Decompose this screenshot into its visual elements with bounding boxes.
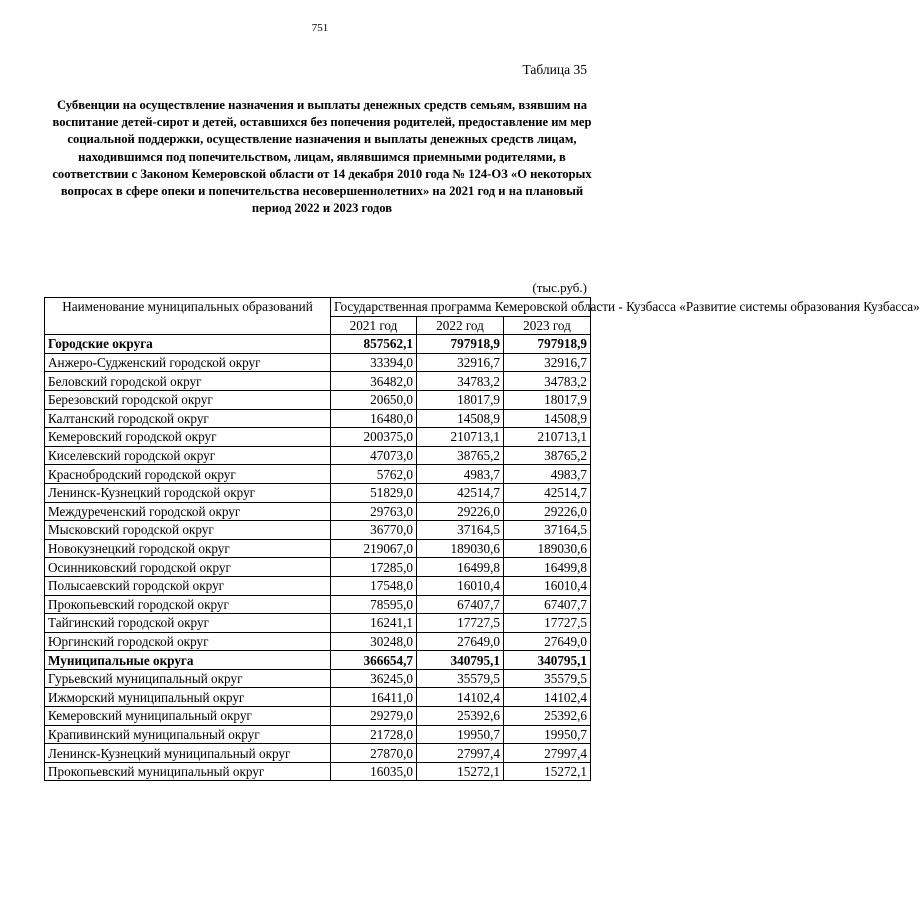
municipality-name: Тайгинский городской округ xyxy=(45,614,331,633)
table-row xyxy=(45,428,591,447)
value-2021: 51829,0 xyxy=(331,483,417,502)
value-2023: 16010,4 xyxy=(504,576,591,595)
table-row xyxy=(45,707,591,726)
table-row xyxy=(45,669,591,688)
value-2021: 27870,0 xyxy=(331,744,417,763)
municipality-name: Прокопьевский городской округ xyxy=(45,595,331,614)
value-2023: 67407,7 xyxy=(504,595,591,614)
value-2022: 27649,0 xyxy=(417,632,504,651)
municipality-name: Осинниковский городской округ xyxy=(45,558,331,577)
value-2021: 29763,0 xyxy=(331,502,417,521)
value-2022: 17727,5 xyxy=(417,614,504,633)
value-2023: 27649,0 xyxy=(504,632,591,651)
value-2023: 25392,6 xyxy=(504,707,591,726)
value-2021: 17285,0 xyxy=(331,558,417,577)
value-2023: 15272,1 xyxy=(504,762,591,781)
municipality-name: Ленинск-Кузнецкий муниципальный округ xyxy=(45,744,331,763)
municipality-name: Полысаевский городской округ xyxy=(45,576,331,595)
table-row xyxy=(45,372,591,391)
municipality-name: Юргинский городской округ xyxy=(45,632,331,651)
column-header-2023: 2023 год xyxy=(504,316,591,335)
column-header-2022: 2022 год xyxy=(417,316,504,335)
table-row xyxy=(45,558,591,577)
value-2023: 16499,8 xyxy=(504,558,591,577)
table-row xyxy=(45,614,591,633)
table-row xyxy=(45,353,591,372)
value-2021: 20650,0 xyxy=(331,390,417,409)
column-header-name: Наименование муниципальных образований xyxy=(45,298,331,335)
municipality-name: Кемеровский городской округ xyxy=(45,428,331,447)
value-2021: 16035,0 xyxy=(331,762,417,781)
table-body xyxy=(45,335,591,781)
municipality-name: Прокопьевский муниципальный округ xyxy=(45,762,331,781)
value-2021: 16411,0 xyxy=(331,688,417,707)
table-row xyxy=(45,576,591,595)
page-number: 751 xyxy=(311,22,329,34)
value-2021: 16241,1 xyxy=(331,614,417,633)
table-row xyxy=(45,595,591,614)
municipality-name: Междуреченский городской округ xyxy=(45,502,331,521)
municipality-name: Киселевский городской округ xyxy=(45,446,331,465)
table-label: Таблица 35 xyxy=(522,62,587,77)
value-2023: 38765,2 xyxy=(504,446,591,465)
table-row xyxy=(45,744,591,763)
value-2023: 14508,9 xyxy=(504,409,591,428)
value-2023: 18017,9 xyxy=(504,390,591,409)
value-2021: 5762,0 xyxy=(331,465,417,484)
municipality-name: Березовский городской округ xyxy=(45,390,331,409)
document-title: Субвенции на осуществление назначения и выплаты денежных средств семьям, взявшим на воспитание детей-сирот и детей, оставшихся без попечения родителей, предоставление им мер социальной поддержки, осуществление назначения и выплаты денежных средств лицам, находившимся под попечительством, лицам, являвшимся приемными родителями, в соответствии с Законом Кемеровской области от 14 декабря 2010 года № 124-ОЗ «О некоторых вопросах в сфере опеки и попечительства несовершеннолетних» на 2021 год и на плановый период 2022 и 2023 годов xyxy=(52,98,592,216)
value-2022: 34783,2 xyxy=(417,372,504,391)
municipality-name: Анжеро-Судженский городской округ xyxy=(45,353,331,372)
value-2022: 210713,1 xyxy=(417,428,504,447)
value-2023: 34783,2 xyxy=(504,372,591,391)
table-group-row xyxy=(45,335,591,354)
value-2022: 35579,5 xyxy=(417,669,504,688)
value-2022: 67407,7 xyxy=(417,595,504,614)
value-2022: 340795,1 xyxy=(417,651,504,670)
value-2021: 17548,0 xyxy=(331,576,417,595)
value-2021: 16480,0 xyxy=(331,409,417,428)
value-2021: 200375,0 xyxy=(331,428,417,447)
municipality-name: Ленинск-Кузнецкий городской округ xyxy=(45,483,331,502)
column-header-2021: 2021 год xyxy=(331,316,417,335)
value-2023: 19950,7 xyxy=(504,725,591,744)
value-2023: 17727,5 xyxy=(504,614,591,633)
value-2022: 32916,7 xyxy=(417,353,504,372)
value-2023: 340795,1 xyxy=(504,651,591,670)
municipality-name: Новокузнецкий городской округ xyxy=(45,539,331,558)
table-row xyxy=(45,539,591,558)
value-2022: 38765,2 xyxy=(417,446,504,465)
value-2021: 29279,0 xyxy=(331,707,417,726)
table-row xyxy=(45,483,591,502)
value-2021: 78595,0 xyxy=(331,595,417,614)
table-group-row xyxy=(45,651,591,670)
value-2022: 15272,1 xyxy=(417,762,504,781)
value-2022: 14102,4 xyxy=(417,688,504,707)
value-2022: 42514,7 xyxy=(417,483,504,502)
value-2021: 36770,0 xyxy=(331,521,417,540)
value-2023: 4983,7 xyxy=(504,465,591,484)
municipality-name: Беловский городской округ xyxy=(45,372,331,391)
value-2022: 4983,7 xyxy=(417,465,504,484)
table-row xyxy=(45,762,591,781)
municipality-name: Гурьевский муниципальный округ xyxy=(45,669,331,688)
value-2021: 30248,0 xyxy=(331,632,417,651)
column-header-program: Государственная программа Кемеровской области - Кузбасса «Развитие системы образования Кузбасса» xyxy=(331,298,591,317)
municipality-name: Ижморский муниципальный округ xyxy=(45,688,331,707)
municipality-name: Крапивинский муниципальный округ xyxy=(45,725,331,744)
value-2021: 857562,1 xyxy=(331,335,417,354)
table-row xyxy=(45,725,591,744)
municipality-name: Городские округа xyxy=(45,335,331,354)
municipality-name: Мысковский городской округ xyxy=(45,521,331,540)
value-2023: 32916,7 xyxy=(504,353,591,372)
table-row xyxy=(45,446,591,465)
value-2023: 14102,4 xyxy=(504,688,591,707)
value-2022: 189030,6 xyxy=(417,539,504,558)
value-2022: 16010,4 xyxy=(417,576,504,595)
value-2021: 47073,0 xyxy=(331,446,417,465)
municipality-name: Кемеровский муниципальный округ xyxy=(45,707,331,726)
value-2022: 37164,5 xyxy=(417,521,504,540)
value-2023: 37164,5 xyxy=(504,521,591,540)
value-2022: 25392,6 xyxy=(417,707,504,726)
table-row xyxy=(45,390,591,409)
value-2022: 19950,7 xyxy=(417,725,504,744)
value-2021: 36245,0 xyxy=(331,669,417,688)
value-2021: 36482,0 xyxy=(331,372,417,391)
municipality-name: Краснобродский городской округ xyxy=(45,465,331,484)
municipality-name: Калтанский городской округ xyxy=(45,409,331,428)
value-2022: 27997,4 xyxy=(417,744,504,763)
value-2022: 16499,8 xyxy=(417,558,504,577)
value-2023: 35579,5 xyxy=(504,669,591,688)
subventions-table xyxy=(44,297,920,781)
table-row xyxy=(45,632,591,651)
value-2022: 14508,9 xyxy=(417,409,504,428)
value-2023: 29226,0 xyxy=(504,502,591,521)
table-row xyxy=(45,409,591,428)
value-2022: 797918,9 xyxy=(417,335,504,354)
value-2021: 21728,0 xyxy=(331,725,417,744)
value-2022: 29226,0 xyxy=(417,502,504,521)
value-2023: 210713,1 xyxy=(504,428,591,447)
value-2021: 366654,7 xyxy=(331,651,417,670)
value-2023: 27997,4 xyxy=(504,744,591,763)
table-row xyxy=(45,521,591,540)
table-row xyxy=(45,688,591,707)
value-2023: 797918,9 xyxy=(504,335,591,354)
units-label: (тыс.руб.) xyxy=(532,280,587,295)
value-2023: 189030,6 xyxy=(504,539,591,558)
value-2021: 219067,0 xyxy=(331,539,417,558)
municipality-name: Муниципальные округа xyxy=(45,651,331,670)
value-2022: 18017,9 xyxy=(417,390,504,409)
value-2021: 33394,0 xyxy=(331,353,417,372)
value-2023: 42514,7 xyxy=(504,483,591,502)
table-row xyxy=(45,465,591,484)
table-row xyxy=(45,502,591,521)
